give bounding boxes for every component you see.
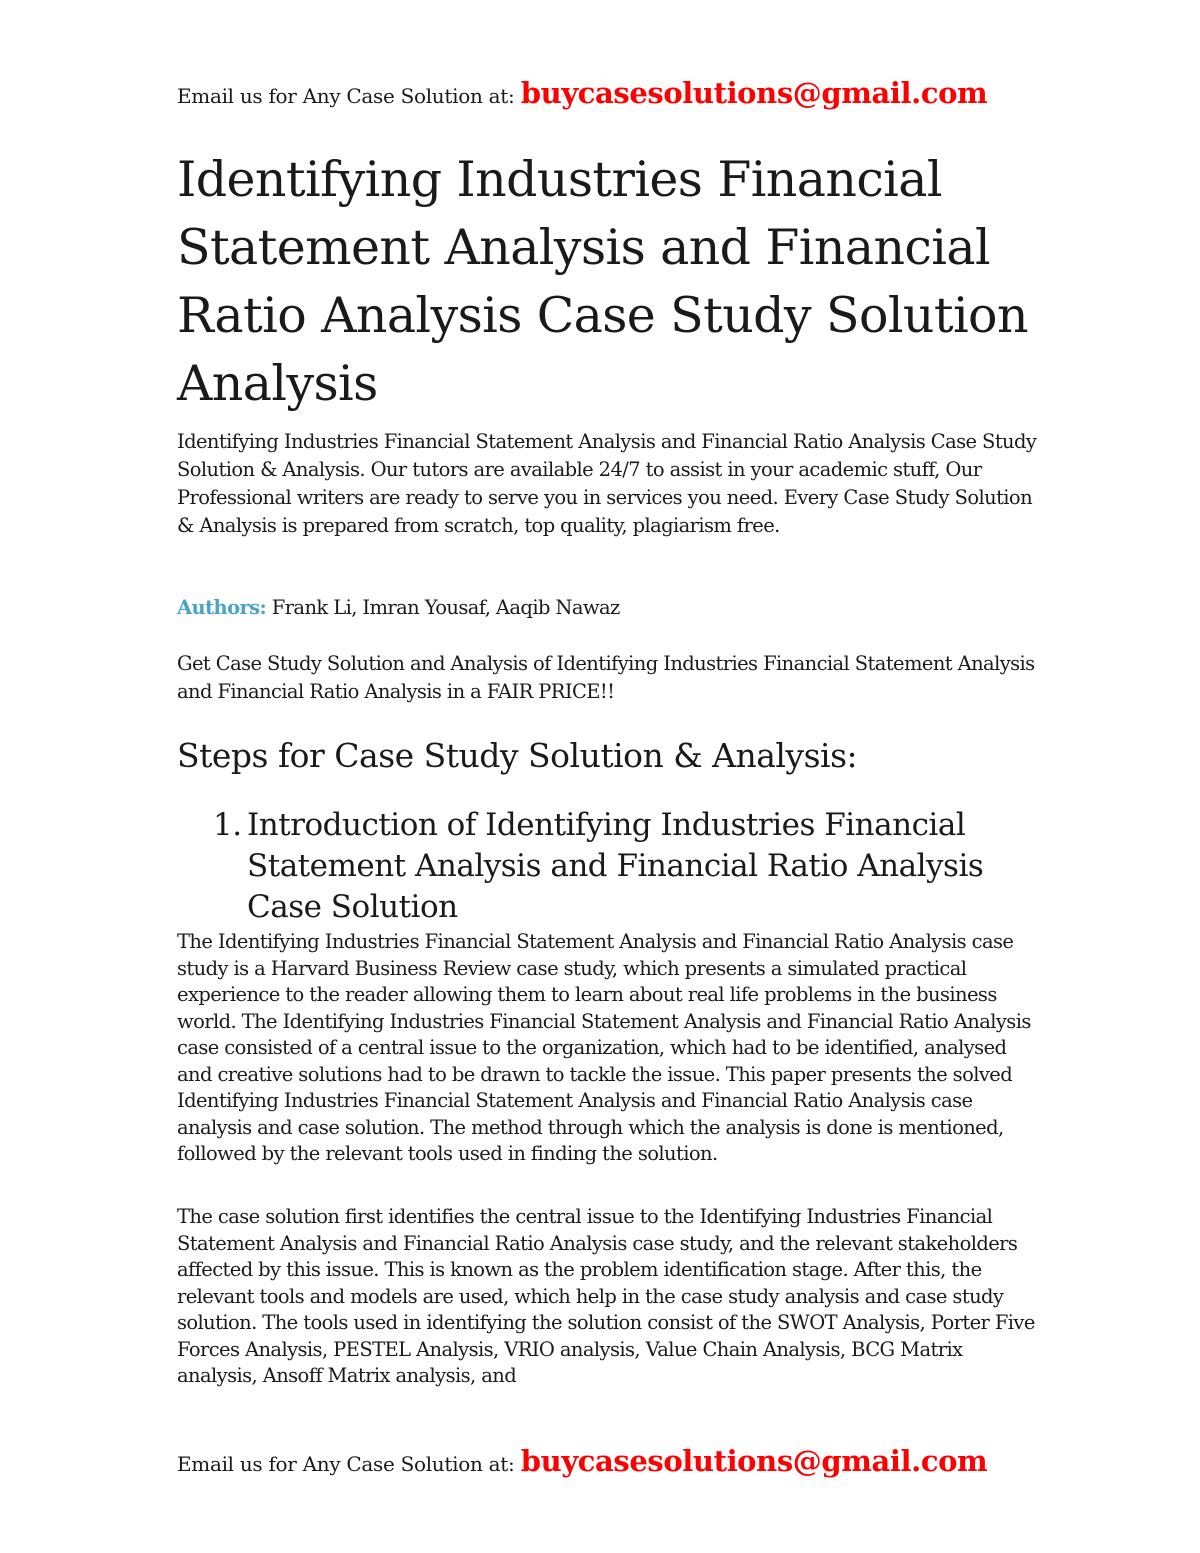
steps-heading: Steps for Case Study Solution & Analysis: [177, 736, 858, 775]
call-to-action: Get Case Study Solution and Analysis of Identifying Industries Financial Statement Analysis and Financial Ratio Analysis in a FAIR PRICE!! [177, 652, 1035, 703]
step-item [177, 805, 1037, 928]
page-title: Identifying Industries Financial Statement Analysis and Financial Ratio Analysis Case Study Solution Analysis [177, 151, 1028, 412]
authors-line [177, 594, 620, 622]
authors-names: Frank Li, Imran Yousaf, Aaqib Nawaz [271, 596, 620, 619]
header-email-label: Email us for Any Case Solution at: [177, 84, 515, 108]
header-email-line [177, 76, 987, 110]
header-email-link[interactable]: buycasesolutions@gmail.com [520, 76, 988, 110]
footer-email-link[interactable]: buycasesolutions@gmail.com [520, 1444, 988, 1478]
body-paragraph: The case solution first identifies the central issue to the Identifying Industries Financial Statement Analysis and Financial Ratio Analysis case study, and the relevant stakeholders affected by this issue. This is known as the problem identification stage. After this, the relevant tools and models are used, which help in the case study analysis and case study solution. The tools used in identifying the solution consist of the SWOT Analysis, Porter Five Forces Analysis, PESTEL Analysis, VRIO analysis, Value Chain Analysis, BCG Matrix analysis, Ansoff Matrix analysis, and [177, 1205, 1035, 1387]
intro-paragraph: Identifying Industries Financial Statement Analysis and Financial Ratio Analysis Case Study Solution & Analysis. Our tutors are available 24/7 to assist in your academic stuff, Our Professional writers are ready to serve you in services you need. Every Case Study Solution & Analysis is prepared from scratch, top quality, plagiarism free. [177, 430, 1037, 537]
footer-email-label: Email us for Any Case Solution at: [177, 1452, 515, 1476]
footer-email-line [177, 1444, 987, 1478]
step-number: 1. [213, 807, 242, 843]
authors-label: Authors: [177, 596, 267, 619]
body-paragraph: The Identifying Industries Financial Statement Analysis and Financial Ratio Analysis case study is a Harvard Business Review case study, which presents a simulated practical experience to the reader allowing them to learn about real life problems in the business world. The Identifying Industries Financial Statement Analysis and Financial Ratio Analysis case consisted of a central issue to the organization, which had to be identified, analysed and creative solutions had to be drawn to tackle the issue. This paper presents the solved Identifying Industries Financial Statement Analysis and Financial Ratio Analysis case analysis and case solution. The method through which the analysis is done is mentioned, followed by the relevant tools used in finding the solution. [177, 930, 1031, 1165]
step-title: Introduction of Identifying Industries Financial Statement Analysis and Financial Ratio Analysis Case Solution [247, 807, 984, 925]
